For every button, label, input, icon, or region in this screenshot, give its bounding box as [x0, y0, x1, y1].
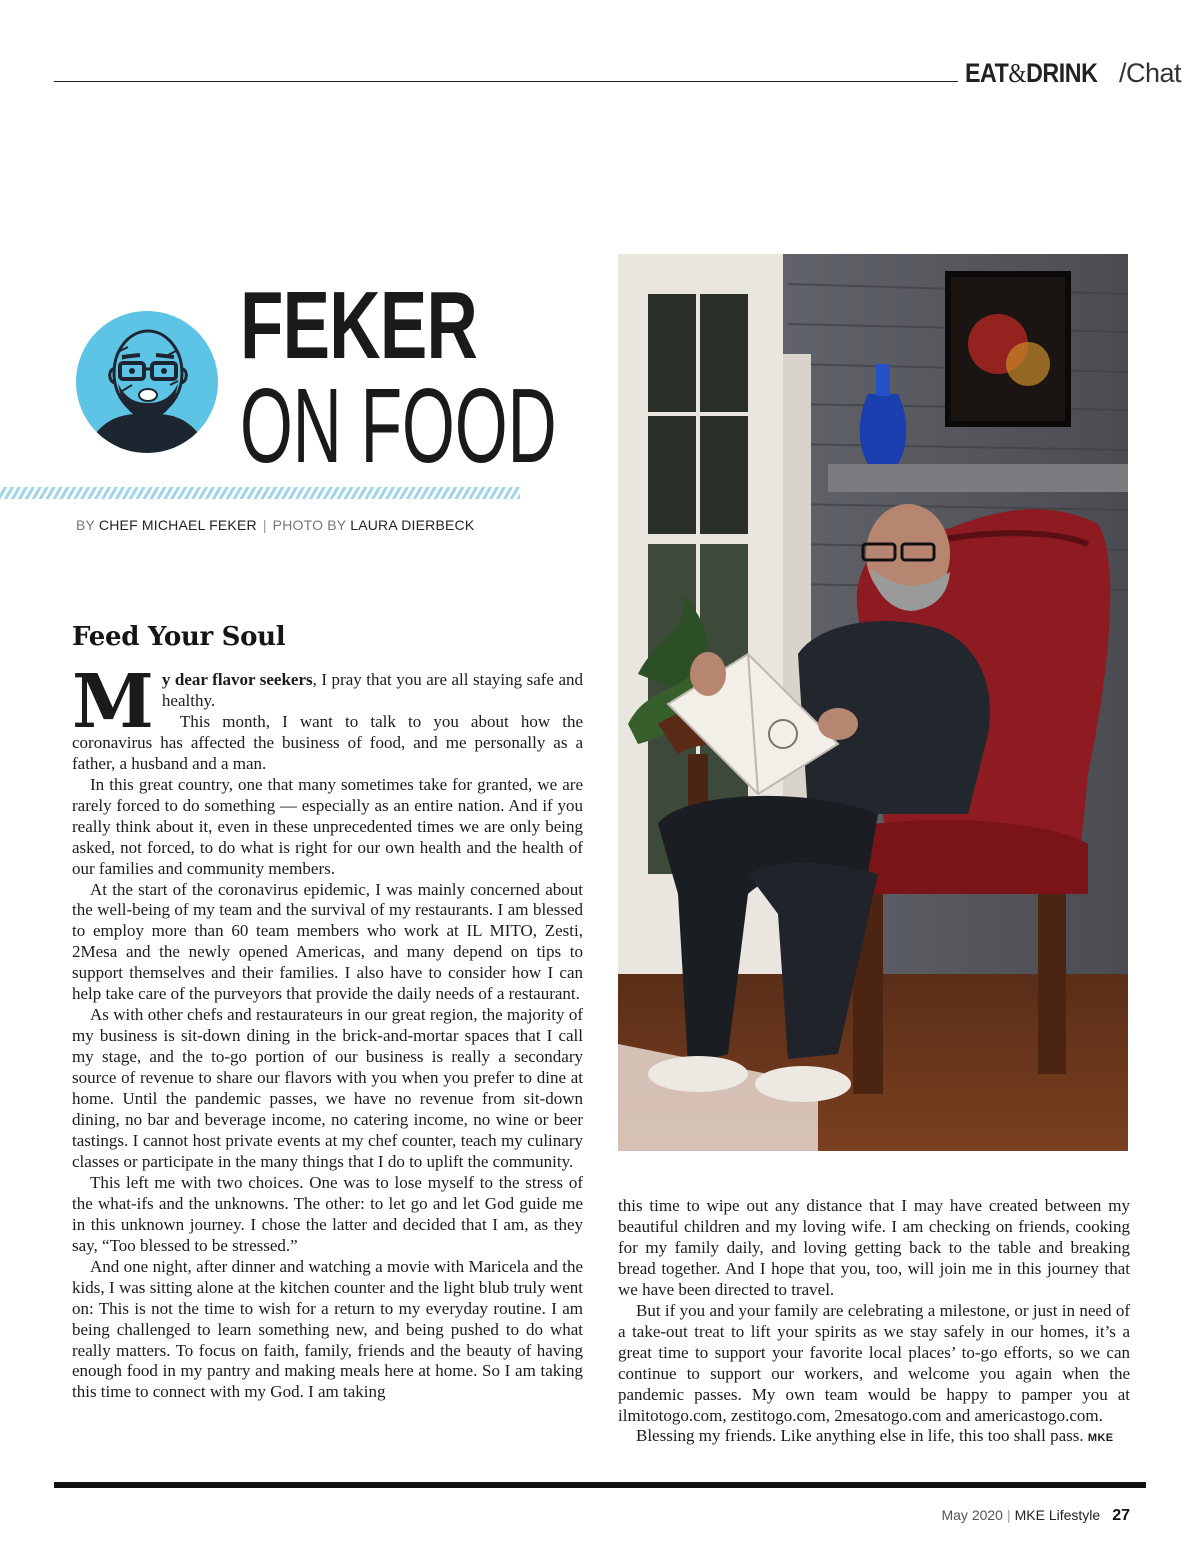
section-label: EAT&DRINK /Chat — [965, 58, 1182, 88]
header-rule — [54, 81, 958, 82]
body-paragraph: At the start of the coronavirus epidemic, I was mainly concerned about the well-being of my team and the survival of my restaurants. I am blessed to employ more than 60 team members who work at IL MITO, Zesti, 2Mesa and the newly opened Americas, and many depend on tips to support themselves and their families. I also have to consider how I can help take care of the purveyors that provide the daily needs of a restaurant. — [72, 879, 583, 1004]
decorative-hatch-band — [0, 487, 520, 499]
closing-paragraph: Blessing my friends. Like anything else in life, this too shall pass. MKE — [636, 1426, 1114, 1446]
footer-rule — [54, 1482, 1146, 1488]
body-paragraph: As with other chefs and restaurateurs in our great region, the majority of my business is sit-down dining in the brick-and-mortar spaces that I call my stage, and the to-go portion of our business is really a secondary source of revenue to share our flavors with you when you prefer to dine at home. Until the pandemic passes, we have no revenue from sit-down dining, no bar and beverage income, no catering income, no wine or beer tastings. I cannot host private events at my chef counter, teach my culinary classes or participate in the many things that I do to uplift the community. — [72, 1005, 583, 1171]
byline: BY CHEF MICHAEL FEKER | PHOTO BY LAURA DIERBECK — [76, 517, 475, 533]
author-avatar-icon — [76, 311, 218, 453]
page-folio: May 2020 | MKE Lifestyle 27 — [941, 1507, 1130, 1524]
body-paragraph: this time to wipe out any distance that I may have created between my beautiful children and my loving wife. I am checking on friends, cooking for my family daily, and loving getting back to the table and breaking bread together. And I hope that you, too, will join me in this journey that we have been directed to travel. — [618, 1196, 1130, 1299]
drop-cap: M — [72, 659, 154, 745]
body-paragraph: And one night, after dinner and watching a movie with Maricela and the kids, I was sitting alone at the kitchen counter and the light blub truly went on: This is not the time to wish for a return to my everyday routine. I am being challenged to learn something new, and being pushed to do what really matters. To focus on faith, family, friends and the beauty of having enough food in my pantry and making meals here at home. So I am taking this time to connect with my God. I am taking — [72, 1256, 583, 1402]
body-paragraph: In this great country, one that many sometimes take for granted, we are rarely forced to do something — especially as an entire nation. And if you really think about it, even in these unprecedented times we are only being asked, not forced, to do what is right for our own health and the health of our families and community members. — [72, 774, 583, 878]
body-paragraph: This left me with two choices. One was to lose myself to the stress of the what-ifs and the unknowns. The other: to let go and let God guide me in this unknown journey. I chose the latter and decided that I am, as they say, “Too blessed to be stressed.” — [72, 1172, 583, 1255]
lead-paragraph: My dear flavor seekers, I pray that you are all staying safe and healthy. — [72, 659, 584, 745]
column-title-feker: FEKER — [240, 272, 478, 379]
article-column-right — [618, 1196, 1130, 1449]
body-paragraph: This month, I want to talk to you about how the coronavirus has affected the business of food, and me personally as a father, a husband and a man. — [72, 711, 583, 773]
article-column-left — [72, 659, 584, 1403]
chef-portrait-photo — [618, 254, 1128, 1151]
article-headline: Feed Your Soul — [72, 622, 286, 652]
magazine-name: MKE Lifestyle — [1014, 1507, 1101, 1523]
issue-date: May 2020 — [941, 1507, 1003, 1523]
page-number: 27 — [1112, 1507, 1130, 1524]
column-title-on-food: ON FOOD — [240, 367, 557, 485]
end-mark: MKE — [1087, 1432, 1114, 1445]
body-paragraph: But if you and your family are celebrating a milestone, or just in need of a take-out treat to lift your spirits as we stay safely in our homes, it’s a great time to support your favorite local places’ to-go efforts, so we can continue to support our workers, and welcome you again when the pandemic passes. My own team would be happy to pamper you at ilmitotogo.com, zestitogo.com, 2mesatogo.com and americastogo.com. — [618, 1300, 1130, 1425]
